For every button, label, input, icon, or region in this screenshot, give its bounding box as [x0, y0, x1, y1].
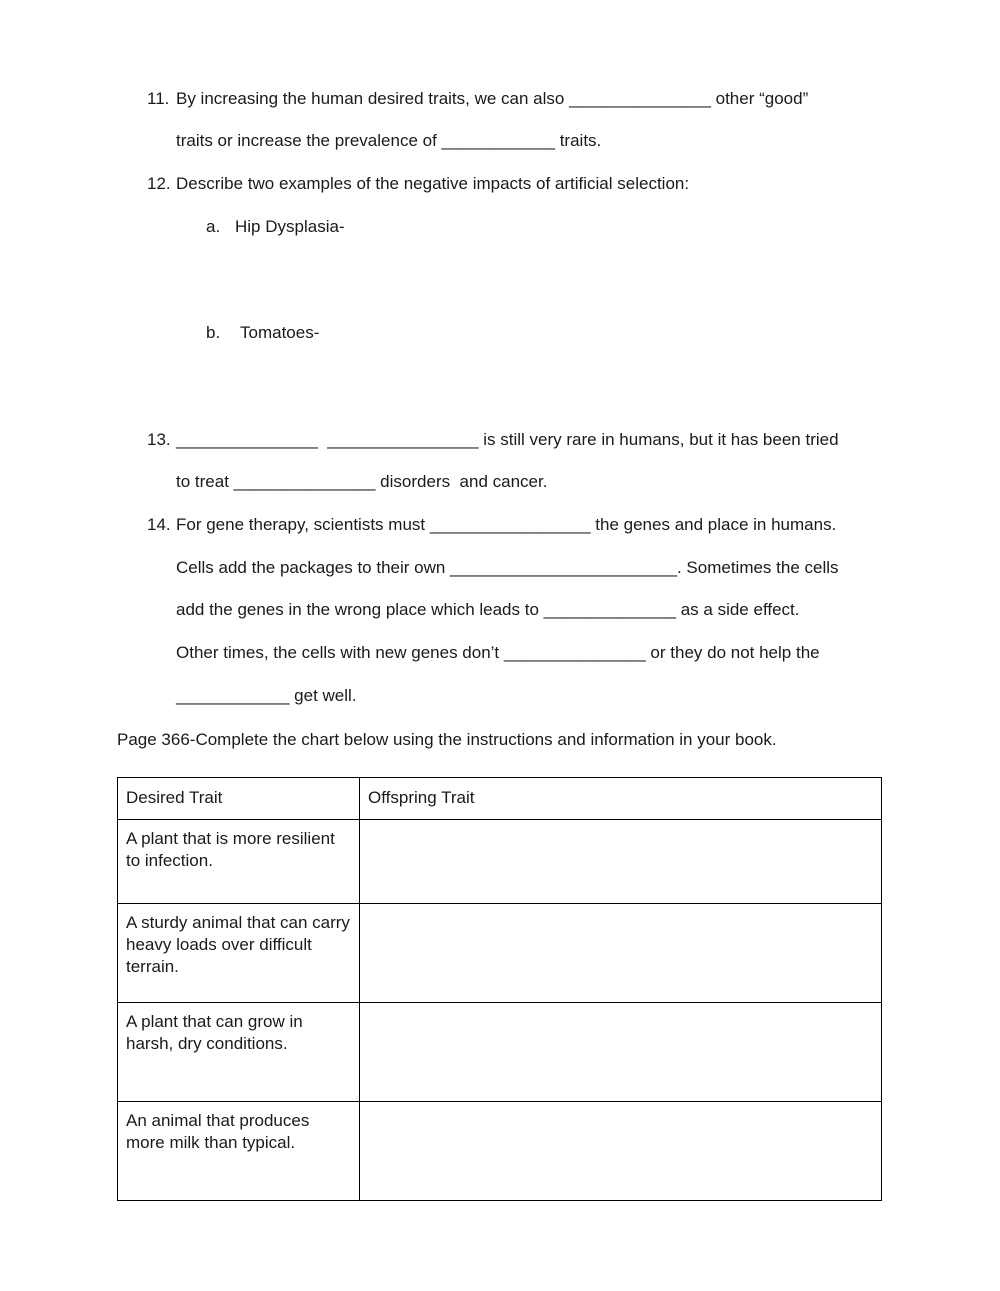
q12-item-a-text: Hip Dysplasia-	[235, 217, 345, 236]
offspring-trait-cell[interactable]	[360, 904, 882, 1003]
table-row	[118, 1003, 882, 1102]
q14-line-2: Cells add the packages to their own ________________________. Sometimes the cells	[176, 558, 839, 577]
q13-number: 13.	[147, 430, 171, 449]
q11-number: 11.	[147, 89, 170, 108]
table-row	[118, 1102, 882, 1201]
q12-line-1: Describe two examples of the negative impacts of artificial selection:	[176, 174, 690, 193]
chart-instructions: Page 366-Complete the chart below using the instructions and information in your book.	[117, 730, 777, 749]
table-row	[118, 904, 882, 1003]
table-header-row	[118, 778, 882, 820]
q14-number: 14.	[147, 515, 171, 534]
q12-item-b-label: b.	[206, 323, 221, 342]
table-row	[118, 820, 882, 904]
header-desired-trait: Desired Trait	[118, 778, 360, 820]
q13-line-1: _______________ ________________ is still very rare in humans, but it has been tried	[176, 430, 839, 449]
offspring-trait-cell[interactable]	[360, 1102, 882, 1201]
q14-line-4: Other times, the cells with new genes don’t _______________ or they do not help the	[176, 643, 820, 662]
offspring-trait-cell[interactable]	[360, 1003, 882, 1102]
q11-line-2: traits or increase the prevalence of ____________ traits.	[176, 131, 602, 150]
q11-line-1: By increasing the human desired traits, we can also _______________ other “good”	[176, 89, 809, 108]
desired-trait-cell: A sturdy animal that can carry heavy loads over difficult terrain.	[118, 904, 360, 1003]
q12-number: 12.	[147, 174, 171, 193]
q14-line-3: add the genes in the wrong place which leads to ______________ as a side effect.	[176, 600, 800, 619]
offspring-trait-cell[interactable]	[360, 820, 882, 904]
header-offspring-trait: Offspring Trait	[360, 778, 882, 820]
trait-chart-table	[117, 777, 882, 1201]
desired-trait-cell: An animal that produces more milk than typical.	[118, 1102, 360, 1201]
q12-item-b-text: Tomatoes-	[240, 323, 320, 342]
desired-trait-cell: A plant that is more resilient to infection.	[118, 820, 360, 904]
desired-trait-cell: A plant that can grow in harsh, dry conditions.	[118, 1003, 360, 1102]
q13-line-2: to treat _______________ disorders and cancer.	[176, 472, 548, 491]
q12-item-a-label: a.	[206, 217, 221, 236]
q14-line-1: For gene therapy, scientists must _________________ the genes and place in humans.	[176, 515, 837, 534]
q14-line-5: ____________ get well.	[176, 686, 357, 705]
